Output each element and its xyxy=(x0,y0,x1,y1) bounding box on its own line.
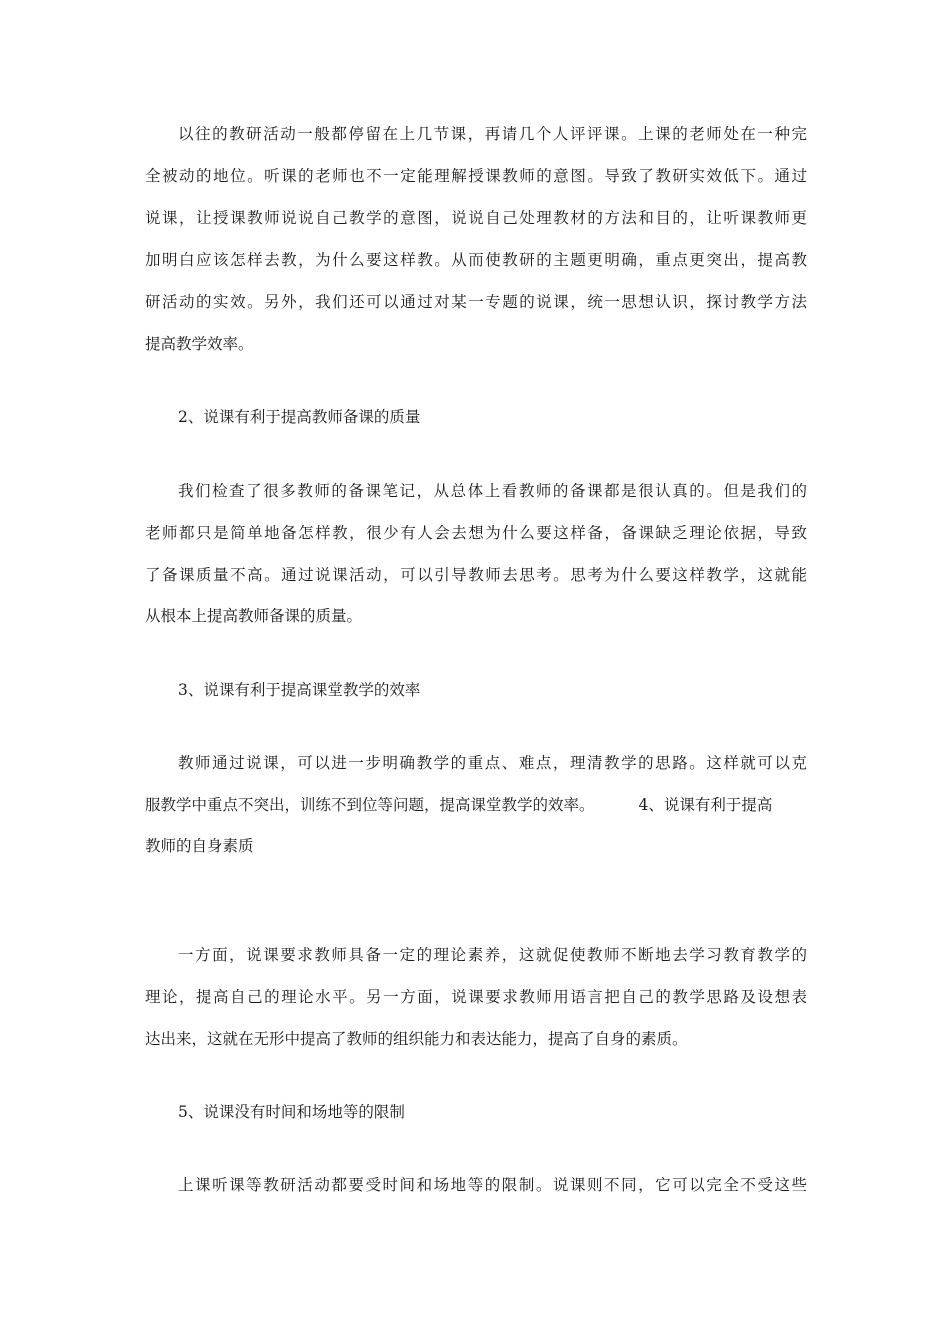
paragraph-4-line-3: 达出来，这就在无形中提高了教师的组织能力和表达能力，提高了自身的素质。 xyxy=(145,1030,688,1048)
section-heading-5: 5、说课没有时间和场地等的限制 xyxy=(178,1103,405,1121)
paragraph-2-line-4: 从根本上提高教师备课的质量。 xyxy=(145,607,363,625)
paragraph-3-line-2 xyxy=(145,795,807,815)
section-heading-4: 4、说课有利于提高 xyxy=(638,796,773,814)
paragraph-1-line-4: 加明白应该怎样去教，为什么要这样教。从而使教研的主题更明确，重点更突出，提高教 xyxy=(145,251,807,269)
paragraph-1-line-6: 提高教学效率。 xyxy=(145,335,254,353)
paragraph-1-line-5: 研活动的实效。另外，我们还可以通过对某一专题的说课，统一思想认识，探讨教学方法 xyxy=(145,293,807,311)
paragraph-2-line-2: 老师都只是简单地备怎样教，很少有人会去想为什么要这样备，备课缺乏理论依据，导致 xyxy=(145,524,807,542)
paragraph-4-line-2: 理论，提高自己的理论水平。另一方面，说课要求教师用语言把自己的教学思路及设想表 xyxy=(145,988,807,1006)
paragraph-5-line-1: 上课听课等教研活动都要受时间和场地等的限制。说课则不同，它可以完全不受这些 xyxy=(178,1176,807,1194)
paragraph-1-line-2: 全被动的地位。听课的老师也不一定能理解授课教师的意图。导致了教研实效低下。通过 xyxy=(145,167,807,185)
paragraph-4-line-1: 一方面，说课要求教师具备一定的理论素养，这就促使教师不断地去学习教育教学的 xyxy=(178,946,807,964)
paragraph-3-line-1: 教师通过说课，可以进一步明确教学的重点、难点，理清教学的思路。这样就可以克 xyxy=(178,754,807,772)
paragraph-1-line-1: 以往的教研活动一般都停留在上几节课，再请几个人评评课。上课的老师处在一种完 xyxy=(178,125,807,143)
section-heading-4-continued: 教师的自身素质 xyxy=(145,837,254,855)
paragraph-3-line-2-text: 服教学中重点不突出，训练不到位等问题，提高课堂教学的效率。 xyxy=(145,796,595,814)
paragraph-1-line-3: 说课，让授课教师说说自己教学的意图，说说自己处理教材的方法和目的，让听课教师更 xyxy=(145,209,807,227)
section-heading-3: 3、说课有利于提高课堂教学的效率 xyxy=(178,681,421,699)
section-heading-2: 2、说课有利于提高教师备课的质量 xyxy=(178,408,421,426)
paragraph-2-line-3: 了备课质量不高。通过说课活动，可以引导教师去思考。思考为什么要这样教学，这就能 xyxy=(145,566,807,584)
paragraph-2-line-1: 我们检查了很多教师的备课笔记，从总体上看教师的备课都是很认真的。但是我们的 xyxy=(178,482,807,500)
